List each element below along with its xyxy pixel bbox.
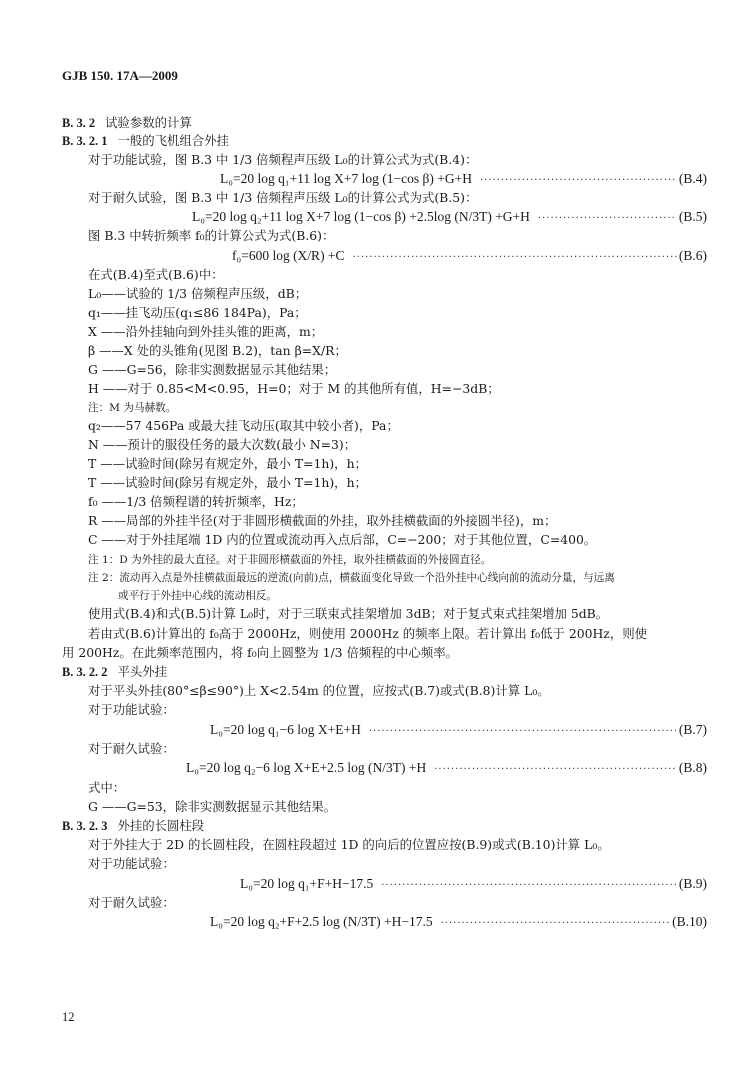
definition: q₂——57 456Pa 或最大挂飞动压(取其中较小者)，Pa； — [88, 418, 399, 433]
equation — [232, 248, 707, 266]
leader-dots — [434, 762, 677, 778]
equation — [210, 722, 707, 740]
paragraph: 对于功能试验，图 B.3 中 1/3 倍频程声压级 L₀的计算公式为式(B.4)： — [88, 152, 478, 167]
paragraph: 对于功能试验： — [88, 856, 175, 871]
leader-dots — [441, 916, 671, 932]
paragraph: 对于平头外挂(80°≤β≤90°)上 X<2.54m 的位置，应按式(B.7)或式(B.8)计算 L₀。 — [88, 683, 550, 698]
section-title: 平头外挂 — [117, 664, 167, 679]
note: 注 2：流动再入点是外挂横截面最远的逆流(向前)点，横截面变化导致一个沿外挂中心线向前的流动分量，与远离 — [88, 572, 615, 584]
definition: N ——预计的服役任务的最大次数(最小 N=3)； — [88, 437, 357, 452]
definition: T ——试验时间(除另有规定外，最小 T=1h)，h； — [88, 456, 367, 471]
equation — [240, 876, 707, 894]
paragraph: 使用式(B.4)和式(B.5)计算 L₀时，对于三联束式挂架增加 3dB；对于复式束式挂架增加 5dB。 — [88, 606, 609, 621]
equation-formula: L₀=20 log q₁+11 log X+7 log (1−cos β) +G+H — [220, 171, 472, 186]
equation-label: (B.10) — [672, 914, 707, 929]
section-number: B. 3. 2 — [62, 116, 96, 130]
section-number: B. 3. 2. 2 — [62, 665, 108, 679]
leader-dots — [480, 173, 677, 189]
equation — [210, 914, 707, 932]
document-id: GJB 150. 17A—2009 — [62, 68, 178, 83]
note: 注：M 为马赫数。 — [88, 402, 177, 414]
definition: G ——G=53，除非实测数据显示其他结果。 — [88, 799, 337, 814]
equation-label: (B.8) — [678, 760, 707, 775]
equation-label: (B.5) — [678, 209, 707, 224]
page-number: 12 — [62, 1010, 75, 1024]
section-heading — [62, 664, 167, 680]
equation-formula: L₀=20 log q₁−6 log X+E+H — [210, 722, 361, 737]
note: 注 1：D 为外挂的最大直径。对于非圆形横截面的外挂，取外挂横截面的外接圆直径。 — [88, 554, 492, 566]
leader-dots — [353, 250, 677, 266]
definition: T ——试验时间(除另有规定外，最小 T=1h)，h； — [88, 475, 367, 490]
section-title: 一般的飞机组合外挂 — [117, 133, 229, 148]
equation — [220, 171, 707, 189]
definition: H ——对于 0.85<M<0.95，H=0；对于 M 的其他所有值，H=−3dB； — [88, 381, 500, 396]
section-number: B. 3. 2. 1 — [62, 134, 108, 148]
equation-formula: L₀=20 log q₂+F+2.5 log (N/3T) +H−17.5 — [210, 914, 433, 929]
definition: L₀——试验的 1/3 倍频程声压级，dB； — [88, 286, 308, 301]
definition: R ——局部的外挂半径(对于非圆形横截面的外挂，取外挂横截面的外接圆半径)，m； — [88, 513, 557, 528]
definition: C ——对于外挂尾端 1D 内的位置或流动再入点后部，C=−200；对于其他位置，C=400。 — [88, 532, 597, 547]
paragraph: 对于耐久试验： — [88, 895, 175, 910]
equation-formula: f₀=600 log (X/R) +C — [232, 248, 345, 263]
definition: G ——G=56，除非实测数据显示其他结果； — [88, 362, 337, 377]
paragraph: 对于耐久试验，图 B.3 中 1/3 倍频程声压级 L₀的计算公式为式(B.5)： — [88, 190, 478, 205]
paragraph: 若由式(B.6)计算出的 f₀高于 2000Hz，则使用 2000Hz 的频率上限。若计算出 f₀低于 200Hz，则使 — [88, 626, 647, 641]
paragraph: 用 200Hz。在此频率范围内，将 f₀向上圆整为 1/3 倍频程的中心频率。 — [62, 645, 458, 660]
equation-label: (B.9) — [678, 876, 707, 891]
definition: q₁——挂飞动压(q₁≤86 184Pa)，Pa； — [88, 305, 307, 320]
equation-formula: L₀=20 log q₁+F+H−17.5 — [240, 876, 374, 891]
equation-label: (B.7) — [678, 722, 707, 737]
section-heading — [62, 818, 204, 834]
section-title: 外挂的长圆柱段 — [117, 818, 205, 833]
leader-dots — [538, 211, 677, 227]
paragraph: 对于耐久试验： — [88, 741, 175, 756]
leader-dots — [381, 878, 677, 894]
equation — [192, 209, 707, 227]
definition: β ——X 处的头锥角(见图 B.2)，tan β=X/R； — [88, 343, 347, 358]
equation — [186, 760, 707, 778]
definition: X ——沿外挂轴向到外挂头锥的距离，m； — [88, 324, 324, 339]
equation-formula: L₀=20 log q₂−6 log X+E+2.5 log (N/3T) +H — [186, 760, 427, 775]
leader-dots — [369, 724, 677, 740]
equation-label: (B.6) — [678, 248, 707, 263]
equation-label: (B.4) — [678, 171, 707, 186]
paragraph: 式中： — [88, 780, 126, 795]
definition: f₀ ——1/3 倍频程谱的转折频率，Hz； — [88, 494, 304, 509]
paragraph: 对于功能试验： — [88, 702, 175, 717]
section-heading — [62, 133, 229, 149]
paragraph: 对于外挂大于 2D 的长圆柱段，在圆柱段超过 1D 的向后的位置应按(B.9)或式(B.10)计算 L₀。 — [88, 837, 610, 852]
paragraph: 图 B.3 中转折频率 f₀的计算公式为式(B.6)： — [88, 228, 335, 243]
paragraph: 在式(B.4)至式(B.6)中： — [88, 267, 224, 282]
section-title: 试验参数的计算 — [105, 115, 192, 130]
section-number: B. 3. 2. 3 — [62, 819, 108, 833]
equation-formula: L₀=20 log q₂+11 log X+7 log (1−cos β) +2.5log (N/3T) +G+H — [192, 209, 530, 224]
section-heading — [62, 115, 192, 131]
note: 或平行于外挂中心线的流动相反。 — [118, 590, 277, 602]
